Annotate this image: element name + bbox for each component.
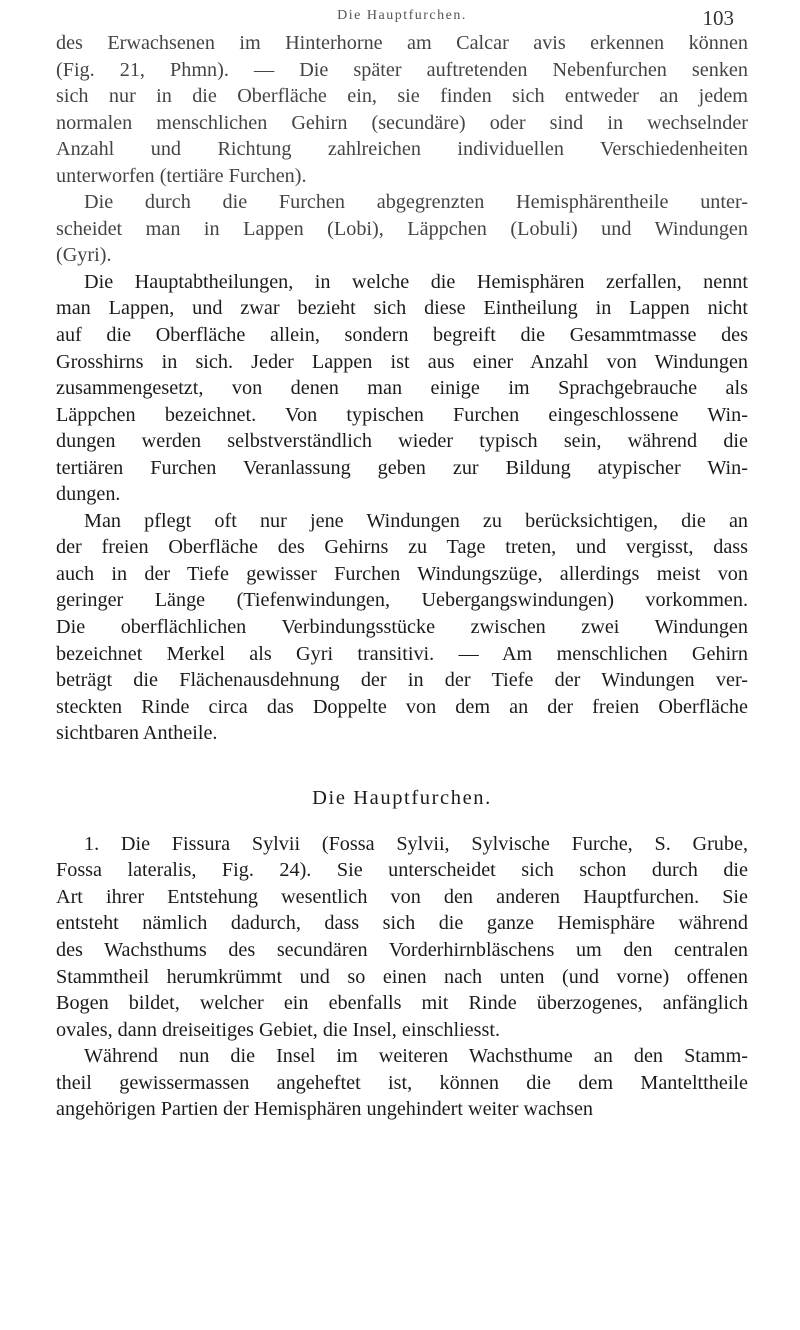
paragraph (56, 831, 748, 1043)
text-line: Die Hauptabtheilungen, in welche die Hemisphären zerfallen, nennt (84, 270, 748, 293)
text-line: sich nur in die Oberfläche ein, sie finden sich entweder an jedem (56, 85, 748, 108)
paragraph (56, 30, 748, 189)
text-line: Anzahl und Richtung zahlreichen individuellen Verschiedenheiten (56, 138, 748, 161)
text-line: beträgt die Flächenausdehnung der in der Tiefe der Windungen ver- (56, 669, 748, 692)
text-line: bezeichnet Merkel als Gyri transitivi. — Am menschlichen Gehirn (56, 642, 748, 665)
paragraph (56, 189, 748, 269)
text-line: dungen werden selbstverständlich wieder typisch sein, während die (56, 430, 748, 453)
text-line: sichtbaren Antheile. (56, 722, 218, 745)
text-line: steckten Rinde circa das Doppelte von dem an der freien Oberfläche (56, 695, 748, 718)
page-number: 103 (702, 6, 734, 30)
running-head (56, 0, 748, 30)
text-line: (Gyri). (56, 244, 112, 267)
text-line: Stammtheil herumkrümmt und so einen nach unten (und vorne) offenen (56, 965, 748, 988)
text-line: Läppchen bezeichnet. Von typischen Furchen eingeschlossene Win- (56, 403, 748, 426)
paragraph (56, 1043, 748, 1123)
paragraph (56, 269, 748, 508)
text-line: Grosshirns in sich. Jeder Lappen ist aus einer Anzahl von Windungen (56, 350, 748, 373)
text-line: entsteht nämlich dadurch, dass sich die ganze Hemisphäre während (56, 912, 748, 935)
text-line: Art ihrer Entstehung wesentlich von den anderen Hauptfurchen. Sie (56, 885, 748, 908)
section-text (56, 831, 748, 1123)
text-line: des Erwachsenen im Hinterhorne am Calcar avis erkennen können (56, 32, 748, 54)
text-line: man Lappen, und zwar bezieht sich diese Eintheilung in Lappen nicht (56, 297, 748, 320)
text-line: theil gewissermassen angeheftet ist, können die dem Mantelttheile (56, 1071, 748, 1094)
text-line: Fossa lateralis, Fig. 24). Sie unterscheidet sich schon durch die (56, 859, 748, 882)
text-line: (Fig. 21, Phmn). — Die später auftretenden Nebenfurchen senken (56, 58, 748, 81)
paragraph (56, 508, 748, 747)
text-line: Die oberflächlichen Verbindungsstücke zwischen zwei Windungen (56, 616, 748, 639)
text-line: auf die Oberfläche allein, sondern begreift die Gesammtmasse des (56, 324, 748, 347)
text-line: unterworfen (tertiäre Furchen). (56, 164, 307, 187)
text-line: scheidet man in Lappen (Lobi), Läppchen (Lobuli) und Windungen (56, 217, 748, 240)
text-line: dungen. (56, 483, 121, 506)
text-line: Die durch die Furchen abgegrenzten Hemisphärentheile unter- (84, 191, 748, 214)
section-heading: Die Hauptfurchen. (312, 786, 492, 809)
text-line: der freien Oberfläche des Gehirns zu Tage treten, und vergisst, dass (56, 536, 748, 559)
text-line: ovales, dann dreiseitiges Gebiet, die Insel, einschliesst. (56, 1018, 501, 1041)
text-line: tertiären Furchen Veranlassung geben zur Bildung atypischer Win- (56, 456, 748, 479)
text-line: zusammengesetzt, von denen man einige im Sprachgebrauche als (56, 377, 748, 400)
text-line: angehörigen Partien der Hemisphären ungehindert weiter wachsen (56, 1098, 594, 1121)
text-line: Während nun die Insel im weiteren Wachsthume an den Stamm- (84, 1045, 748, 1068)
text-line: 1. Die Fissura Sylvii (Fossa Sylvii, Sylvische Furche, S. Grube, (84, 832, 748, 855)
text-line: auch in der Tiefe gewisser Furchen Windungszüge, allerdings meist von (56, 562, 748, 585)
running-title: Die Hauptfurchen. (337, 8, 467, 23)
text-line: normalen menschlichen Gehirn (secundäre) oder sind in wechselnder (56, 111, 748, 134)
text-line: geringer Länge (Tiefenwindungen, Uebergangswindungen) vorkommen. (56, 589, 748, 612)
text-line: Bogen bildet, welcher ein ebenfalls mit Rinde überzogenes, anfänglich (56, 992, 748, 1015)
body-text (56, 30, 748, 747)
text-line: des Wachsthums des secundären Vorderhirnbläschens um den centralen (56, 938, 748, 961)
text-line: Man pflegt oft nur jene Windungen zu berücksichtigen, die an (84, 509, 748, 532)
